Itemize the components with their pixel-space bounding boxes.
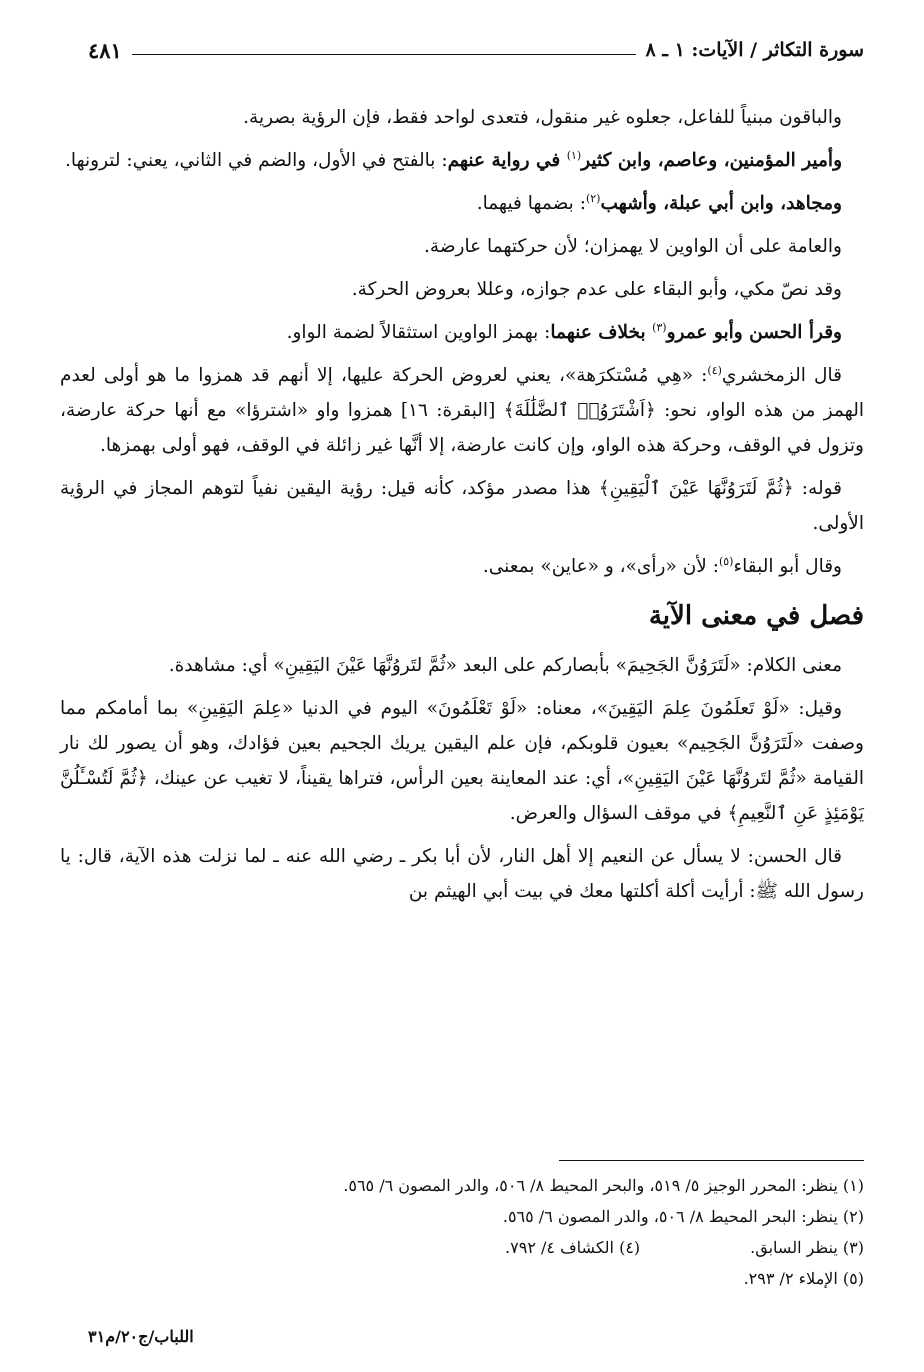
paragraph: [60, 358, 864, 463]
paragraph-text: : بضمها فيهما.: [476, 193, 586, 214]
footnote: (٢) ينظر: البحر المحيط ٨/ ٥٠٦، والدر المصون ٦/ ٥٦٥.: [502, 1207, 864, 1226]
footnote: (٤) الكشاف ٤/ ٧٩٢.: [505, 1238, 641, 1257]
paragraph: [60, 648, 864, 683]
footnote: (١) ينظر: المحرر الوجيز ٥/ ٥١٩، والبحر المحيط ٨/ ٥٠٦، والدر المصون ٦/ ٥٦٥.: [343, 1176, 864, 1195]
paragraph: [60, 186, 864, 221]
paragraph: [60, 272, 864, 307]
reader-names: ومجاهد، وابن أبي عبلة، وأشهب: [600, 193, 842, 214]
paragraph: [60, 229, 864, 264]
reader-names: وقرأ الحسن وأبو عمرو: [666, 322, 842, 343]
paragraph-text: قال الزمخشري: [721, 365, 842, 386]
paragraph: [60, 143, 864, 178]
paragraph-text: وقد نصّ مكي، وأبو البقاء على عدم جوازه، وعللا بعروض الحركة.: [351, 279, 842, 300]
footnote-separator: [559, 1160, 864, 1161]
paragraph-text: قوله: ﴿ثُمَّ لَتَرَوُنَّهَا عَيْنَ ٱلْيَقِينِ﴾ هذا مصدر مؤكد، كأنه قيل: رؤية اليقين نفياً لتوهم المجاز في الرؤية الأولى.: [60, 478, 864, 534]
paragraph: [60, 691, 864, 831]
reader-names: في رواية عنهم: [447, 150, 567, 171]
paragraph-text: والعامة على أن الواوين لا يهمزان؛ لأن حركتهما عارضة.: [424, 236, 842, 257]
paragraph: [60, 471, 864, 541]
volume-signature: اللباب/ج٢٠/م٣١: [88, 1327, 194, 1346]
footnote-row: [60, 1263, 864, 1294]
footnote-row: [60, 1201, 864, 1232]
paragraph: [60, 100, 864, 135]
paragraph-text: : بهمز الواوين استثقالاً لضمة الواو.: [286, 322, 551, 343]
reader-names: بخلاف عنهما: [550, 322, 653, 343]
footnote: (٣) ينظر السابق.: [750, 1238, 864, 1257]
paragraph-text: : «هِي مُسْتكرَهة»، يعني لعروض الحركة عليها، إلا أنهم قد همزوا ما هو أولى لعدم الهمز من هذه الواو، نحو: ﴿اَشْتَرَوُا۟ ٱلضَّلَٰلَةَ﴾ [البقرة: ١٦] همزوا واو «اشترؤا» مع أنها حركة عارضة، وتزول في الوقف، وحركة هذه الواو، وإن كانت عارضة، إلا أنَّها غير زائلة في الوقف، فهو أولى بهمزها.: [60, 365, 864, 456]
paragraph-text: والباقون مبنياً للفاعل، جعلوه غير منقول، فتعدى لواحد فقط، فإن الرؤية بصرية.: [243, 107, 842, 128]
paragraph: [60, 839, 864, 909]
footnote-ref[interactable]: (٢): [585, 191, 601, 205]
paragraph-text: : لأن «رأى»، و «عاين» بمعنى.: [482, 556, 719, 577]
footnotes: [60, 1170, 864, 1294]
main-text: [60, 100, 864, 917]
footnote: (٥) الإملاء ٢/ ٢٩٣.: [743, 1269, 864, 1288]
paragraph-text: : بالفتح في الأول، والضم في الثاني، يعني: لترونها.: [64, 150, 448, 171]
surah-title: سورة التكاثر / الآيات: ١ ـ ٨: [645, 39, 864, 61]
paragraph-text: معنى الكلام: «لَتَرَوُنَّ الجَحِيمَ» بأبصاركم على البعد «ثُمَّ لتَروُنَّهَا عَيْنَ اليَقِينِ» أي: مشاهدة.: [168, 655, 842, 676]
paragraph-text: وقال أبو البقاء: [733, 556, 842, 577]
reader-names: وأمير المؤمنين، وعاصم، وابن كثير: [581, 150, 842, 171]
paragraph: [60, 315, 864, 350]
running-header: [88, 32, 864, 68]
paragraph-text: قال الحسن: لا يسأل عن النعيم إلا أهل النار، لأن أبا بكر ـ رضي الله عنه ـ لما نزلت هذه الآية، قال: يا رسول الله ﷺ: أرأيت أكلة أكلتها معك في بيت أبي الهيثم بن: [60, 846, 864, 902]
header-rule: [132, 54, 636, 55]
section-heading: فصل في معنى الآية: [648, 601, 864, 631]
footnote-ref[interactable]: (٥): [718, 554, 734, 568]
footnote-ref[interactable]: (٣): [652, 320, 667, 334]
footnote-row: [60, 1232, 864, 1263]
page-number: ٤٨١: [88, 37, 122, 63]
footnote-ref[interactable]: (٤): [707, 363, 722, 377]
paragraph-text: وقيل: «لَوْ تَعلَمُونَ عِلمَ اليَقِينَ»، معناه: «لَوْ تَعْلَمُونَ» اليوم في الدنيا «عِلمَ اليَقِينِ» بما أمامكم مما وصفت «لَتَرَوُنَّ الجَحِيم» بعيون قلوبكم، فإن علم اليقين يريك الجحيم بعين فؤادك، وهو أن يصور لك نار القيامة «ثُمَّ لتَروُنَّهَا عَيْنَ اليَقِينِ»، أي: عند المعاينة بعين الرأس، فتراها يقيناً، لا تغيب عن عينك، ﴿ثُمَّ لَتُسْـَٔلُنَّ يَوْمَئِذٍ عَنِ ٱلنَّعِيمِ﴾ في موقف السؤال والعرض.: [60, 698, 864, 824]
paragraph: [60, 549, 864, 584]
footnote-row: [60, 1170, 864, 1201]
footnote-ref[interactable]: (١): [566, 148, 582, 162]
